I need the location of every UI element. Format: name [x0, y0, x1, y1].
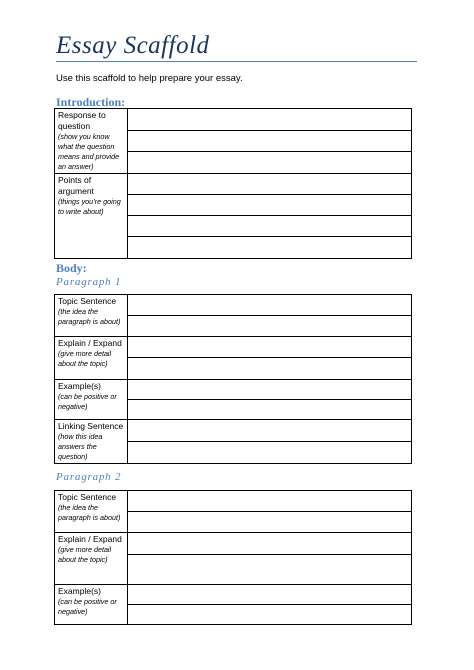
row-label: Points of argument [58, 175, 94, 196]
writing-line[interactable] [128, 380, 412, 400]
row-label-cell [55, 533, 128, 585]
writing-line[interactable] [128, 585, 412, 605]
table-row [55, 491, 412, 512]
table-row [55, 585, 412, 605]
row-label: Example(s) [58, 586, 101, 596]
introduction-table [54, 108, 412, 259]
writing-line[interactable] [128, 295, 412, 316]
writing-line[interactable] [128, 237, 412, 259]
title-rule [56, 61, 417, 62]
writing-line[interactable] [128, 195, 412, 216]
writing-line[interactable] [128, 533, 412, 555]
row-label-cell [55, 420, 128, 464]
body-heading: Body: [56, 261, 87, 275]
row-label: Topic Sentence [58, 296, 117, 306]
row-label: Example(s) [58, 381, 101, 391]
paragraph-2-heading: Paragraph 2 [56, 471, 122, 483]
table-row [55, 295, 412, 316]
table-row [55, 533, 412, 555]
writing-line[interactable] [128, 491, 412, 512]
row-hint: (show you know what the question means and provide an answer) [58, 132, 120, 171]
row-label-cell [55, 585, 128, 625]
writing-line[interactable] [128, 216, 412, 237]
row-label-cell [55, 295, 128, 337]
row-label-cell [55, 174, 128, 259]
row-label-cell [55, 491, 128, 533]
instructions-text: Use this scaffold to help prepare your essay. [56, 73, 243, 84]
row-label: Response to question [58, 110, 106, 131]
row-hint: (give more detail about the topic) [58, 349, 112, 368]
row-hint: (the idea the paragraph is about) [58, 503, 121, 522]
page-title: Essay Scaffold [56, 32, 210, 59]
table-row [55, 337, 412, 358]
row-hint: (can be positive or negative) [58, 392, 117, 411]
writing-line[interactable] [128, 420, 412, 442]
row-label-cell [55, 337, 128, 380]
row-label: Linking Sentence [58, 421, 124, 431]
row-hint: (the idea the paragraph is about) [58, 307, 121, 326]
paragraph-1-heading: Paragraph 1 [56, 276, 122, 288]
writing-line[interactable] [128, 316, 412, 337]
writing-line[interactable] [128, 130, 412, 152]
row-label: Topic Sentence [58, 492, 117, 502]
row-label-cell [55, 109, 128, 174]
writing-line[interactable] [128, 174, 412, 195]
table-row [55, 174, 412, 195]
row-label: Explain / Expand [58, 534, 122, 544]
writing-line[interactable] [128, 400, 412, 420]
row-hint: (things you’re going to write about) [58, 197, 121, 216]
paragraph-1-table [54, 294, 412, 464]
paragraph-2-table [54, 490, 412, 625]
writing-line[interactable] [128, 358, 412, 380]
introduction-heading: Introduction: [56, 95, 126, 109]
table-row [55, 420, 412, 442]
writing-line[interactable] [128, 337, 412, 358]
row-label: Explain / Expand [58, 338, 122, 348]
writing-line[interactable] [128, 605, 412, 625]
table-row [55, 380, 412, 400]
row-hint: (can be positive or negative) [58, 597, 117, 616]
writing-line[interactable] [128, 442, 412, 464]
writing-line[interactable] [128, 109, 412, 131]
row-hint: (how this idea answers the question) [58, 432, 103, 461]
writing-line[interactable] [128, 555, 412, 585]
writing-line[interactable] [128, 152, 412, 174]
table-row [55, 109, 412, 131]
row-hint: (give more detail about the topic) [58, 545, 112, 564]
writing-line[interactable] [128, 512, 412, 533]
row-label-cell [55, 380, 128, 420]
